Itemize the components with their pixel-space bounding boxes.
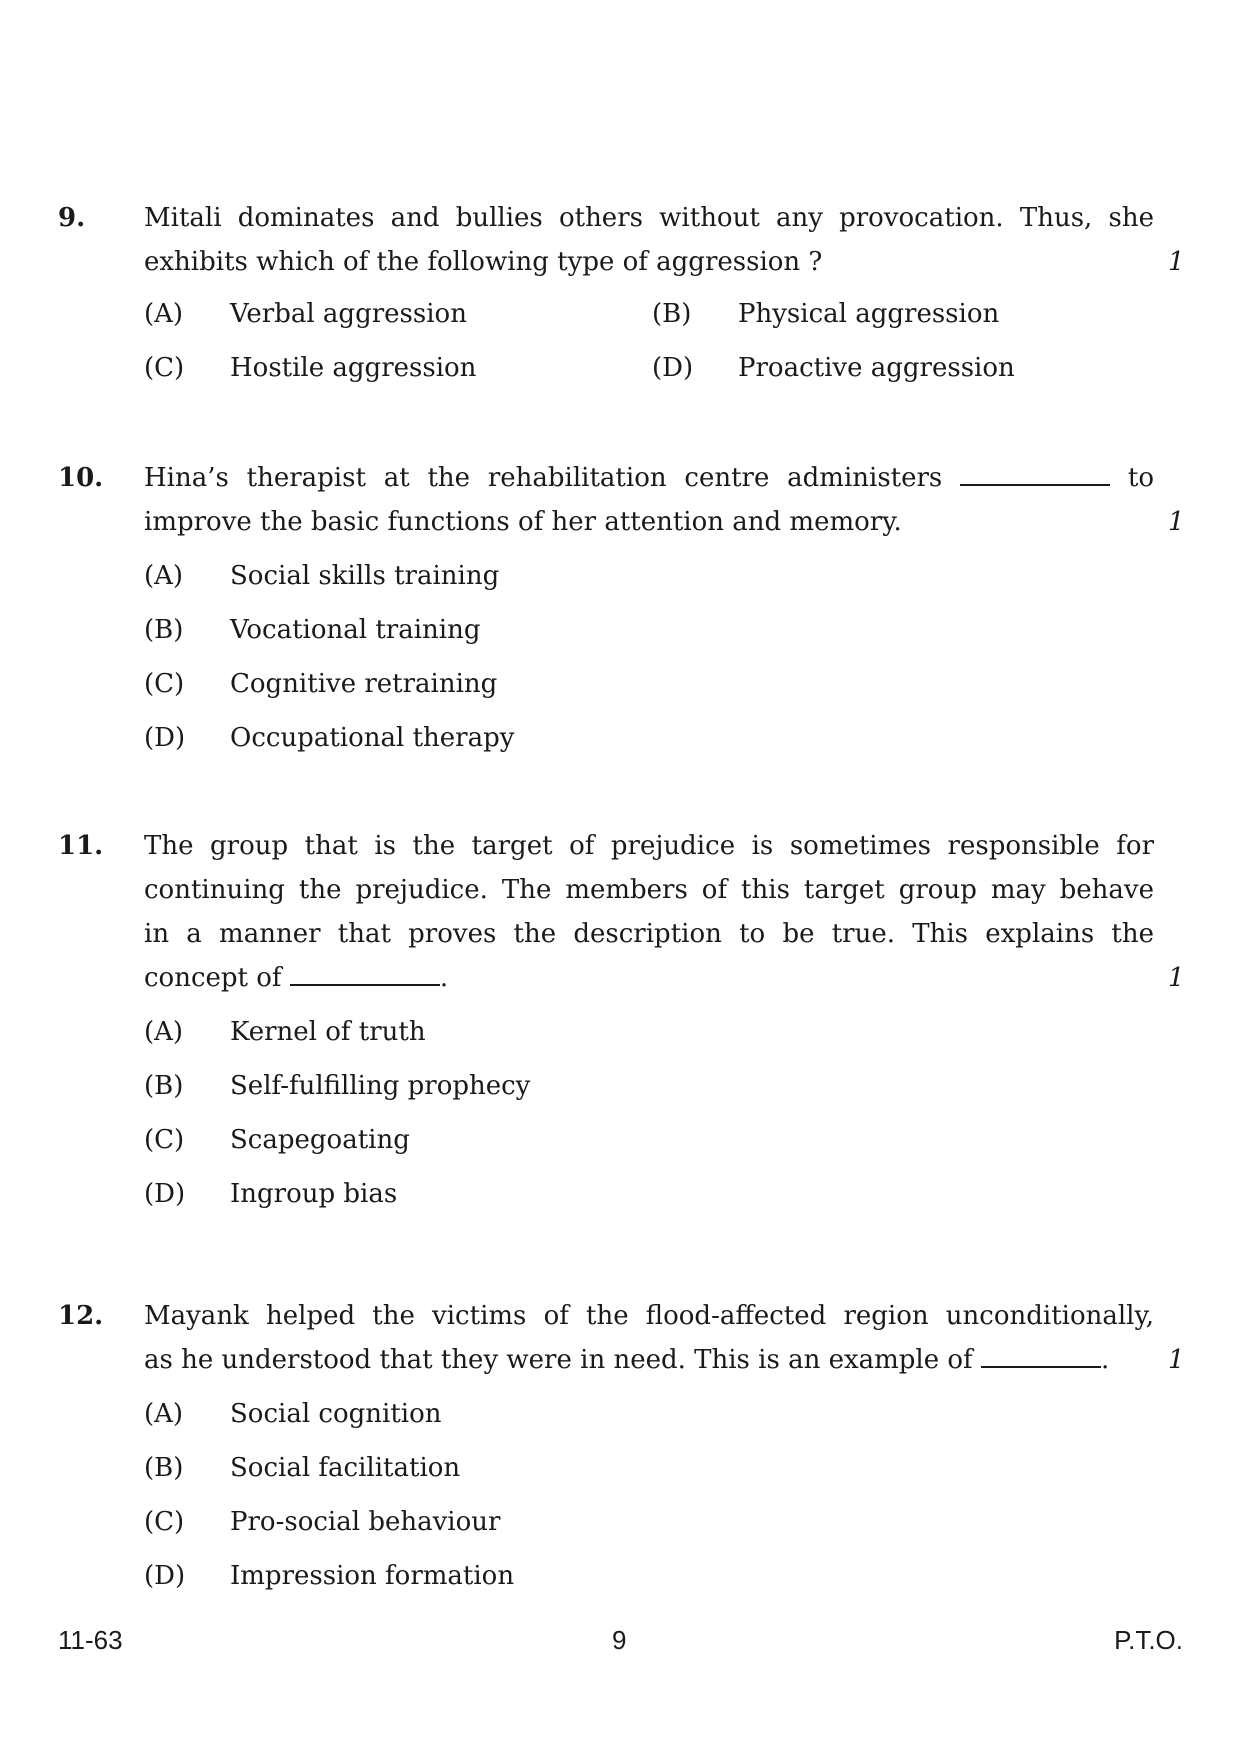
- question-number: 9.: [58, 203, 86, 233]
- option-letter: (A): [144, 561, 184, 591]
- marks: 1: [1168, 1345, 1185, 1375]
- option-letter: (A): [144, 1017, 184, 1047]
- answer-blank: [981, 1342, 1101, 1368]
- question-text: [144, 456, 1154, 544]
- option-letter: (D): [144, 1561, 186, 1591]
- question-text-segment: as he understood that they were in need. This is an example of: [144, 1345, 973, 1375]
- question-text-line: Mayank helped the victims of the flood-affected region unconditionally,: [144, 1301, 1154, 1331]
- option-letter: (C): [144, 1507, 185, 1537]
- option-text: Cognitive retraining: [230, 669, 498, 699]
- question-text-line: exhibits which of the following type of aggression ?: [144, 247, 823, 277]
- question-text-segment: .: [1100, 1345, 1110, 1375]
- option-text: Social skills training: [230, 561, 500, 591]
- question-text-line: in a manner that proves the description to be true. This explains the: [144, 919, 1154, 949]
- option-letter: (B): [144, 615, 184, 645]
- question-text-line: [144, 956, 1154, 1000]
- marks: 1: [1168, 247, 1185, 277]
- question-text: [144, 1294, 1154, 1382]
- question-text-line: Mitali dominates and bullies others without any provocation. Thus, she: [144, 203, 1154, 233]
- option-letter: (D): [144, 723, 186, 753]
- option-letter: (B): [144, 1071, 184, 1101]
- page-number: 9: [612, 1625, 627, 1655]
- question-text-line: The group that is the target of prejudice is sometimes responsible for: [144, 831, 1154, 861]
- marks: 1: [1168, 963, 1185, 993]
- question-text: [144, 824, 1154, 1000]
- option-text: Kernel of truth: [230, 1017, 426, 1047]
- option-letter: (C): [144, 353, 185, 383]
- option-letter: (D): [144, 1179, 186, 1209]
- answer-blank: [290, 960, 440, 986]
- option-letter: (A): [144, 1399, 184, 1429]
- paper-code: 11-63: [58, 1625, 123, 1655]
- question-text-line: [144, 456, 1154, 500]
- option-text: Ingroup bias: [230, 1179, 398, 1209]
- question-text: [144, 196, 1154, 284]
- question-text-segment: to: [1127, 463, 1155, 493]
- option-text: Vocational training: [230, 615, 481, 645]
- question-number: 11.: [58, 831, 104, 861]
- question-number: 12.: [58, 1301, 104, 1331]
- option-letter: (A): [144, 299, 184, 329]
- option-text: Scapegoating: [230, 1125, 410, 1155]
- option-text: Pro-social behaviour: [230, 1507, 501, 1537]
- option-text: Verbal aggression: [230, 299, 467, 329]
- question-text-line: improve the basic functions of her attention and memory.: [144, 507, 902, 537]
- answer-blank: [960, 460, 1110, 486]
- marks: 1: [1168, 507, 1185, 537]
- question-text-segment: Hina’s therapist at the rehabilitation centre administers: [144, 463, 943, 493]
- option-text: Social cognition: [230, 1399, 442, 1429]
- option-text: Impression formation: [230, 1561, 515, 1591]
- option-letter: (B): [144, 1453, 184, 1483]
- option-text: Hostile aggression: [230, 353, 477, 383]
- option-text: Self-fulfilling prophecy: [230, 1071, 531, 1101]
- option-letter: (C): [144, 669, 185, 699]
- question-text-line: [144, 1338, 1154, 1382]
- question-number: 10.: [58, 463, 104, 493]
- option-letter: (B): [652, 299, 692, 329]
- option-letter: (D): [652, 353, 694, 383]
- option-text: Social facilitation: [230, 1453, 461, 1483]
- option-text: Occupational therapy: [230, 723, 515, 753]
- question-text-segment: .: [439, 963, 449, 993]
- pto-label: P.T.O.: [1114, 1625, 1183, 1655]
- option-letter: (C): [144, 1125, 185, 1155]
- option-text: Physical aggression: [738, 299, 1000, 329]
- option-text: Proactive aggression: [738, 353, 1015, 383]
- question-text-line: continuing the prejudice. The members of this target group may behave: [144, 875, 1154, 905]
- question-text-segment: concept of: [144, 963, 282, 993]
